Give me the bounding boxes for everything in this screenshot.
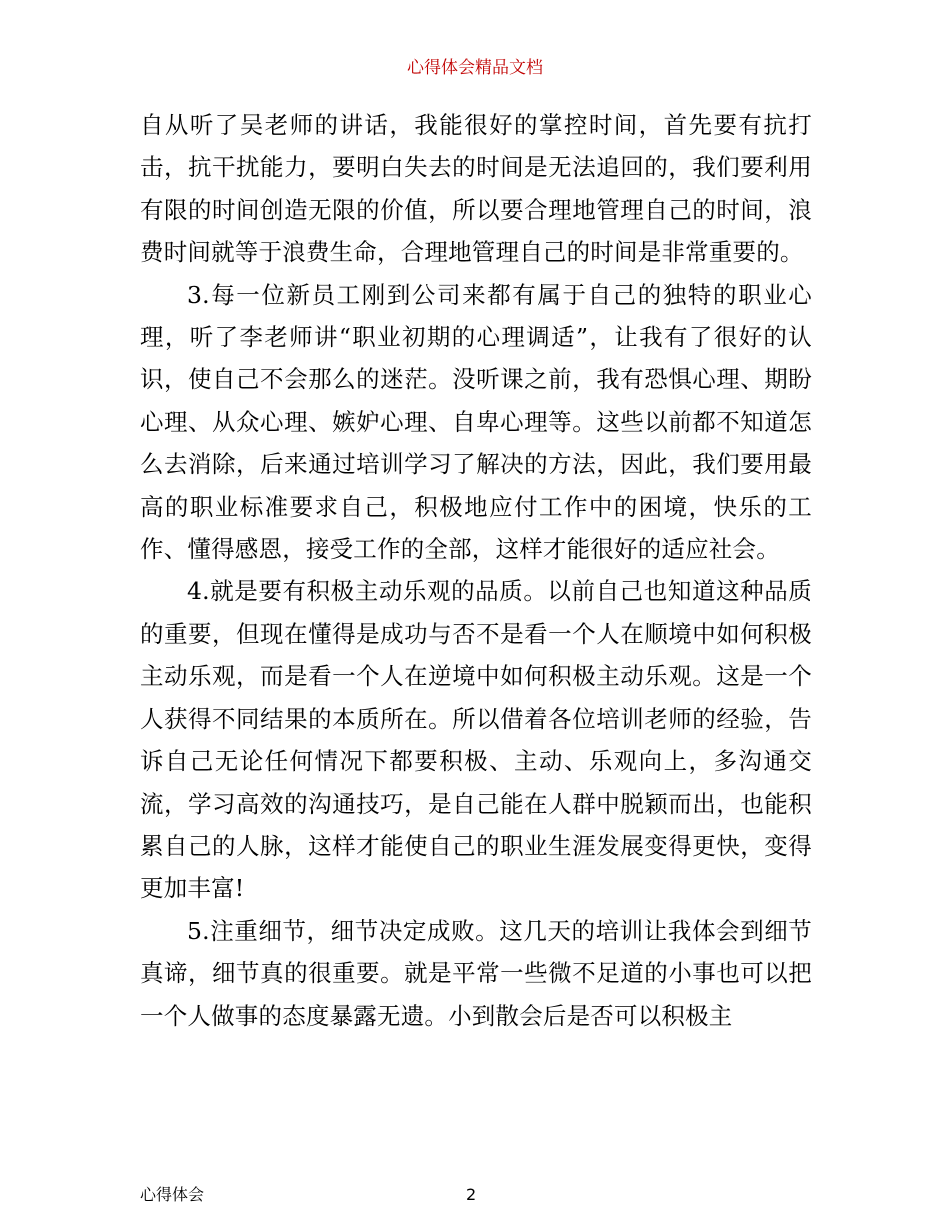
document-body xyxy=(140,104,812,1037)
footer-label: 心得体会 xyxy=(140,1185,205,1204)
footer-page-number: 2 xyxy=(466,1185,477,1204)
paragraph-item-5: 5.注重细节，细节决定成败。这几天的培训让我体会到细节真谛，细节真的很重要。就是平常一些微不足道的小事也可以把一个人做事的态度暴露无遗。小到散会后是否可以积极主 xyxy=(140,916,812,1030)
paragraph-item-4: 4.就是要有积极主动乐观的品质。以前自己也知道这种品质的重要，但现在懂得是成功与否不是看一个人在顺境中如何积极主动乐观，而是看一个人在逆境中如何积极主动乐观。这是一个人获得不同结果的本质所在。所以借着各位培训老师的经验，告诉自己无论任何情况下都要积极、主动、乐观向上，多沟通交流，学习高效的沟通技巧，是自己能在人群中脱颖而出，也能积累自己的人脉，这样才能使自己的职业生涯发展变得更快，变得更加丰富! xyxy=(140,577,812,903)
paragraph-item-3: 3.每一位新员工刚到公司来都有属于自己的独特的职业心理，听了李老师讲“职业初期的心理调适”，让我有了很好的认识，使自己不会那么的迷茫。没听课之前，我有恐惧心理、期盼心理、从众心理、嫉妒心理、自卑心理等。这些以前都不知道怎么去消除，后来通过培训学习了解决的方法，因此，我们要用最高的职业标准要求自己，积极地应付工作中的困境，快乐的工作、懂得感恩，接受工作的全部，这样才能很好的适应社会。 xyxy=(140,280,812,564)
paragraph-continuation: 自从听了吴老师的讲话，我能很好的掌控时间，首先要有抗打击，抗干扰能力，要明白失去的时间是无法追回的，我们要利用有限的时间创造无限的价值，所以要合理地管理自己的时间，浪费时间就等于浪费生命，合理地管理自己的时间是非常重要的。 xyxy=(140,111,812,267)
document-header-title: 心得体会精品文档 xyxy=(407,58,543,78)
